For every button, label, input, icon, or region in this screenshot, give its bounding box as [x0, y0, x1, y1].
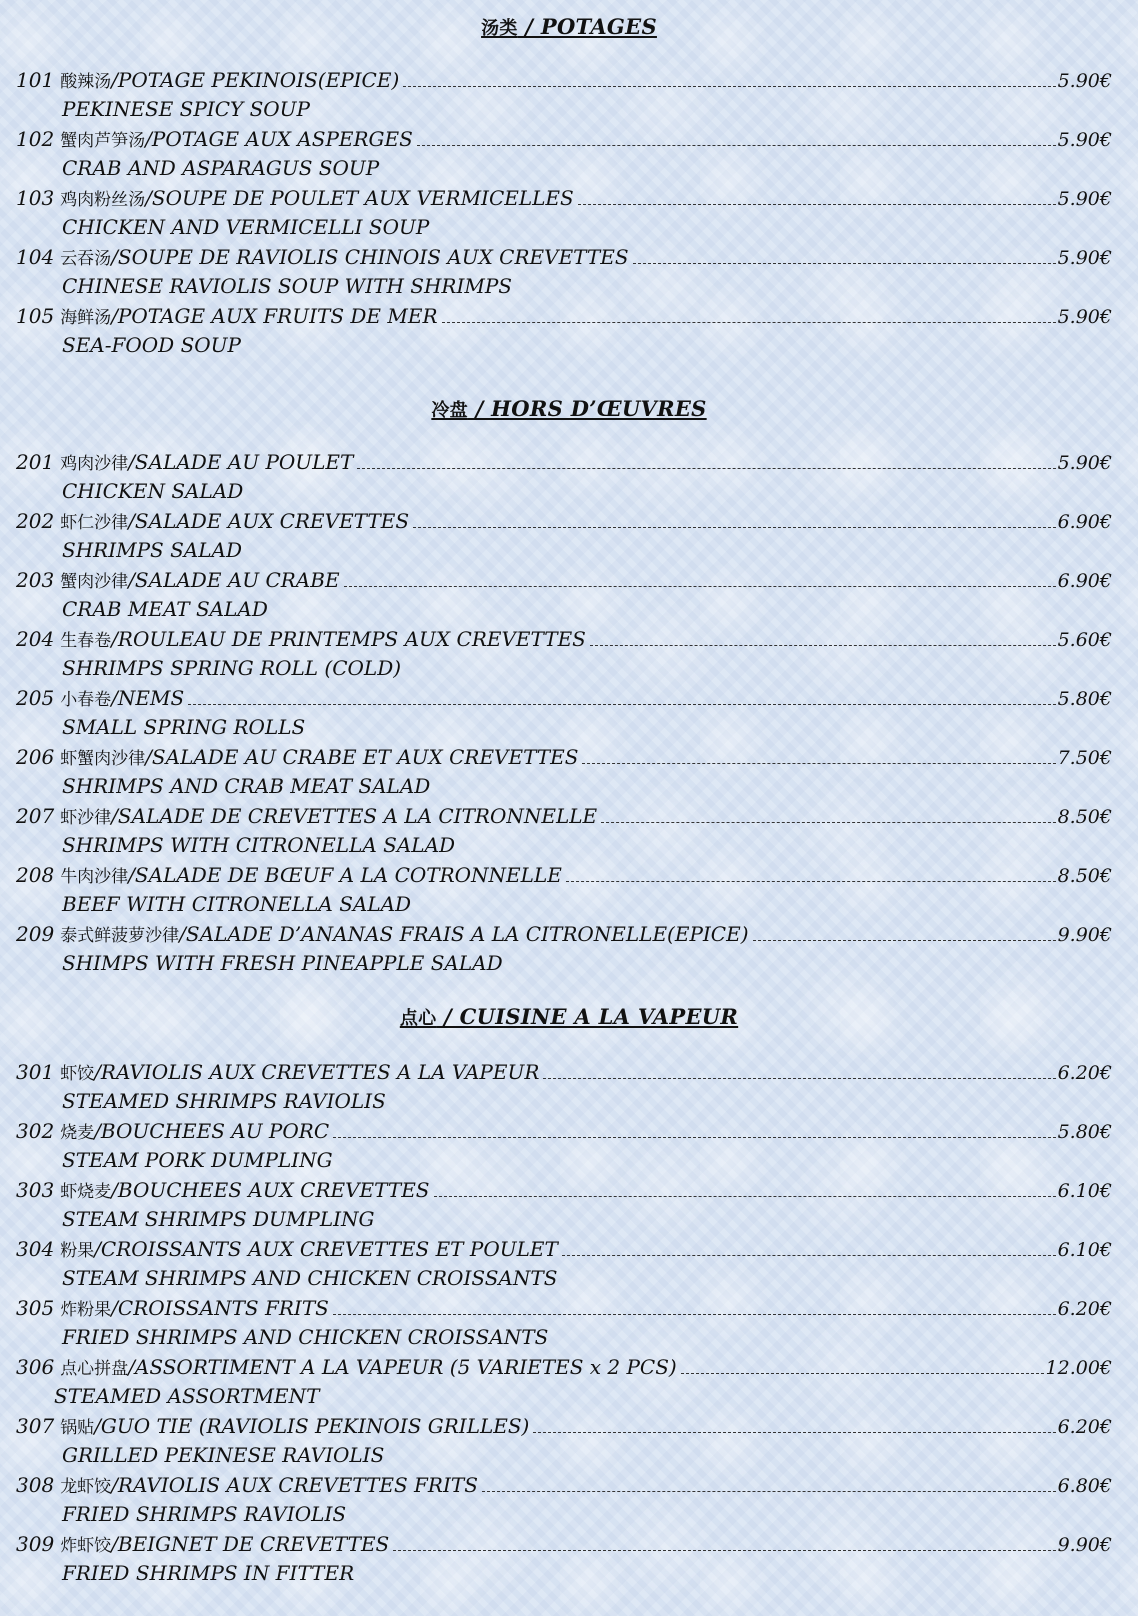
item-number: 104: [16, 245, 55, 269]
menu-item: [16, 862, 1112, 921]
item-name-en: CRAB MEAT SALAD: [62, 597, 268, 621]
item-price: 6.90€: [1057, 511, 1112, 533]
dot-leader: [417, 145, 1056, 146]
item-number: 303: [16, 1178, 55, 1202]
item-name-en: FRIED SHRIMPS IN FITTER: [62, 1561, 355, 1585]
item-price: 5.60€: [1057, 629, 1112, 651]
item-name-fr: /SALADE AUX CREVETTES: [128, 509, 410, 533]
item-number: 202: [16, 509, 55, 533]
dot-leader: [562, 1255, 1056, 1256]
item-price: 5.90€: [1057, 452, 1112, 474]
item-price: 12.00€: [1045, 1357, 1112, 1379]
item-price: 5.80€: [1057, 688, 1112, 710]
item-name-en: CHINESE RAVIOLIS SOUP WITH SHRIMPS: [62, 274, 512, 298]
item-price: 5.90€: [1057, 129, 1112, 151]
item-name-fr: /CROISSANTS AUX CREVETTES ET POULET: [94, 1237, 558, 1261]
item-price: 6.20€: [1057, 1416, 1112, 1438]
item-name-fr: /SALADE AU POULET: [128, 450, 354, 474]
item-name-fr: /SOUPE DE RAVIOLIS CHINOIS AUX CREVETTES: [111, 245, 629, 269]
item-number: 307: [16, 1414, 55, 1438]
item-price: 5.90€: [1057, 247, 1112, 269]
item-number: 309: [16, 1532, 55, 1556]
item-name-en: STEAM SHRIMPS DUMPLING: [62, 1207, 375, 1231]
item-name-zh: 虾仁沙律: [60, 513, 129, 533]
menu-item: [16, 1177, 1112, 1236]
dot-leader: [601, 822, 1055, 823]
menu-item: [16, 67, 1112, 126]
dot-leader: [393, 1550, 1055, 1551]
item-price: 5.80€: [1057, 1121, 1112, 1143]
item-number: 305: [16, 1296, 55, 1320]
menu-item: [16, 803, 1112, 862]
item-name-fr: /RAVIOLIS AUX CREVETTES A LA VAPEUR: [94, 1060, 540, 1084]
dot-leader: [753, 940, 1056, 941]
dot-leader: [413, 527, 1056, 528]
item-name-zh: 鸡肉沙律: [60, 454, 129, 474]
item-name-en: SHRIMPS AND CRAB MEAT SALAD: [62, 774, 431, 798]
item-name-fr: /SALADE AU CRABE: [128, 568, 340, 592]
item-name-zh: 虾蟹肉沙律: [60, 749, 146, 769]
item-name-en: SHRIMPS SPRING ROLL (COLD): [62, 656, 402, 680]
menu-item: [16, 449, 1112, 508]
menu-item: [16, 126, 1112, 185]
item-price: 9.90€: [1057, 924, 1112, 946]
section-title-text: / CUISINE A LA VAPEUR: [436, 1004, 739, 1029]
item-name-zh: 蟹肉芦笋汤: [60, 131, 146, 151]
section-title-zh: 点心: [399, 1008, 437, 1029]
item-number: 102: [16, 127, 55, 151]
menu-item: [16, 1413, 1112, 1472]
item-number: 201: [16, 450, 55, 474]
item-name-zh: 鸡肉粉丝汤: [60, 190, 146, 210]
item-name-zh: 酸辣汤: [60, 72, 112, 92]
item-name-fr: /SALADE DE CREVETTES A LA CITRONNELLE: [111, 804, 598, 828]
dot-leader: [333, 1137, 1055, 1138]
item-price: 5.90€: [1057, 306, 1112, 328]
item-name-zh: 生春卷: [60, 631, 112, 651]
item-number: 203: [16, 568, 55, 592]
dot-leader: [582, 763, 1055, 764]
item-name-zh: 粉果: [60, 1241, 95, 1261]
section-title-text: / POTAGES: [517, 14, 657, 39]
item-price: 6.10€: [1057, 1180, 1112, 1202]
item-name-fr: /BOUCHEES AU PORC: [94, 1119, 330, 1143]
item-price: 6.20€: [1057, 1062, 1112, 1084]
item-name-fr: /SALADE DE BŒUF A LA COTRONNELLE: [128, 863, 562, 887]
item-name-en: STEAM PORK DUMPLING: [62, 1148, 333, 1172]
dot-leader: [533, 1432, 1055, 1433]
item-name-en: SEA-FOOD SOUP: [62, 333, 241, 357]
menu-item: [16, 508, 1112, 567]
menu-item: [16, 626, 1112, 685]
item-name-zh: 烧麦: [60, 1123, 95, 1143]
item-name-en: BEEF WITH CITRONELLA SALAD: [62, 892, 412, 916]
dot-leader: [357, 468, 1055, 469]
item-name-fr: /POTAGE AUX FRUITS DE MER: [111, 304, 438, 328]
item-name-fr: /POTAGE PEKINOIS(EPICE): [111, 68, 400, 92]
item-price: 5.90€: [1057, 70, 1112, 92]
item-name-fr: /RAVIOLIS AUX CREVETTES FRITS: [111, 1473, 478, 1497]
item-number: 302: [16, 1119, 55, 1143]
item-name-en: STEAMED ASSORTMENT: [54, 1384, 320, 1408]
item-name-zh: 虾饺: [60, 1064, 95, 1084]
item-name-zh: 泰式鲜菠萝沙律: [60, 926, 180, 946]
section-title-zh: 冷盘: [431, 400, 468, 421]
item-name-en: STEAM SHRIMPS AND CHICKEN CROISSANTS: [62, 1266, 558, 1290]
item-name-fr: /GUO TIE (RAVIOLIS PEKINOIS GRILLES): [94, 1414, 530, 1438]
item-number: 101: [16, 68, 55, 92]
menu-item: [16, 1472, 1112, 1531]
item-price: 6.20€: [1057, 1298, 1112, 1320]
item-name-en: FRIED SHRIMPS RAVIOLIS: [62, 1502, 347, 1526]
item-number: 105: [16, 304, 55, 328]
item-name-fr: /BEIGNET DE CREVETTES: [111, 1532, 390, 1556]
menu-item: [16, 685, 1112, 744]
item-name-zh: 炸粉果: [60, 1300, 112, 1320]
section-title-zh: 汤类: [481, 18, 518, 39]
item-name-zh: 小春卷: [60, 690, 112, 710]
item-price: 9.90€: [1057, 1534, 1112, 1556]
item-name-zh: 云吞汤: [60, 249, 112, 269]
item-name-zh: 虾沙律: [60, 808, 112, 828]
item-price: 6.90€: [1057, 570, 1112, 592]
dot-leader: [590, 645, 1056, 646]
dot-leader: [633, 263, 1056, 264]
item-number: 306: [16, 1355, 55, 1379]
item-name-zh: 海鲜汤: [60, 308, 112, 328]
item-name-en: FRIED SHRIMPS AND CHICKEN CROISSANTS: [62, 1325, 549, 1349]
dot-leader: [578, 204, 1056, 205]
dot-leader: [482, 1491, 1056, 1492]
section-title-hors-doeuvres: [0, 396, 1138, 422]
item-name-en: CHICKEN AND VERMICELLI SOUP: [62, 215, 430, 239]
dot-leader: [543, 1078, 1055, 1079]
menu-item: [16, 1059, 1112, 1118]
item-price: 8.50€: [1057, 865, 1112, 887]
item-name-en: SMALL SPRING ROLLS: [62, 715, 306, 739]
item-price: 8.50€: [1057, 806, 1112, 828]
item-name-zh: 点心拼盘: [60, 1359, 129, 1379]
item-name-en: GRILLED PEKINESE RAVIOLIS: [62, 1443, 385, 1467]
item-name-zh: 锅贴: [60, 1418, 95, 1438]
item-price: 6.10€: [1057, 1239, 1112, 1261]
item-name-fr: /ASSORTIMENT A LA VAPEUR (5 VARIETES x 2 PCS): [128, 1355, 677, 1379]
item-name-fr: /CROISSANTS FRITS: [111, 1296, 329, 1320]
dot-leader: [442, 322, 1056, 323]
item-name-en: CRAB AND ASPARAGUS SOUP: [62, 156, 380, 180]
item-number: 103: [16, 186, 55, 210]
item-price: 5.90€: [1057, 188, 1112, 210]
dot-leader: [566, 881, 1056, 882]
item-name-en: CHICKEN SALAD: [62, 479, 244, 503]
dot-leader: [188, 704, 1055, 705]
section-title-potages: [0, 14, 1138, 40]
item-name-en: SHRIMPS SALAD: [62, 538, 242, 562]
item-name-fr: /ROULEAU DE PRINTEMPS AUX CREVETTES: [111, 627, 586, 651]
menu-item: [16, 1236, 1112, 1295]
menu-item: [16, 1295, 1112, 1354]
menu-item: [16, 303, 1112, 362]
item-name-zh: 牛肉沙律: [60, 867, 129, 887]
dot-leader: [681, 1373, 1044, 1374]
section-title-text: / HORS D’ŒUVRES: [467, 396, 707, 421]
item-name-fr: /SALADE D’ANANAS FRAIS A LA CITRONELLE(EPICE): [179, 922, 749, 946]
menu-item: [16, 1354, 1112, 1413]
item-number: 207: [16, 804, 55, 828]
item-price: 6.80€: [1057, 1475, 1112, 1497]
menu-item: [16, 567, 1112, 626]
section-title-cuisine-vapeur: [0, 1004, 1138, 1030]
item-name-zh: 炸虾饺: [60, 1536, 112, 1556]
item-number: 204: [16, 627, 55, 651]
item-number: 206: [16, 745, 55, 769]
dot-leader: [333, 1314, 1056, 1315]
item-name-fr: /NEMS: [111, 686, 185, 710]
item-name-fr: /POTAGE AUX ASPERGES: [145, 127, 413, 151]
item-name-en: SHIMPS WITH FRESH PINEAPPLE SALAD: [62, 951, 503, 975]
dot-leader: [344, 586, 1056, 587]
item-name-en: STEAMED SHRIMPS RAVIOLIS: [62, 1089, 386, 1113]
item-number: 304: [16, 1237, 55, 1261]
item-name-fr: /SALADE AU CRABE ET AUX CREVETTES: [145, 745, 579, 769]
item-name-zh: 龙虾饺: [60, 1477, 112, 1497]
menu-item: [16, 185, 1112, 244]
menu-item: [16, 744, 1112, 803]
item-number: 301: [16, 1060, 55, 1084]
menu-item: [16, 1531, 1112, 1590]
item-name-en: PEKINESE SPICY SOUP: [62, 97, 310, 121]
item-name-en: SHRIMPS WITH CITRONELLA SALAD: [62, 833, 456, 857]
menu-item: [16, 244, 1112, 303]
item-number: 208: [16, 863, 55, 887]
dot-leader: [403, 86, 1055, 87]
item-name-fr: /SOUPE DE POULET AUX VERMICELLES: [145, 186, 574, 210]
item-name-zh: 虾烧麦: [60, 1182, 112, 1202]
item-number: 308: [16, 1473, 55, 1497]
item-number: 209: [16, 922, 55, 946]
item-number: 205: [16, 686, 55, 710]
menu-item: [16, 1118, 1112, 1177]
dot-leader: [434, 1196, 1056, 1197]
item-name-zh: 蟹肉沙律: [60, 572, 129, 592]
item-price: 7.50€: [1057, 747, 1112, 769]
menu-item: [16, 921, 1112, 980]
item-name-fr: /BOUCHEES AUX CREVETTES: [111, 1178, 430, 1202]
